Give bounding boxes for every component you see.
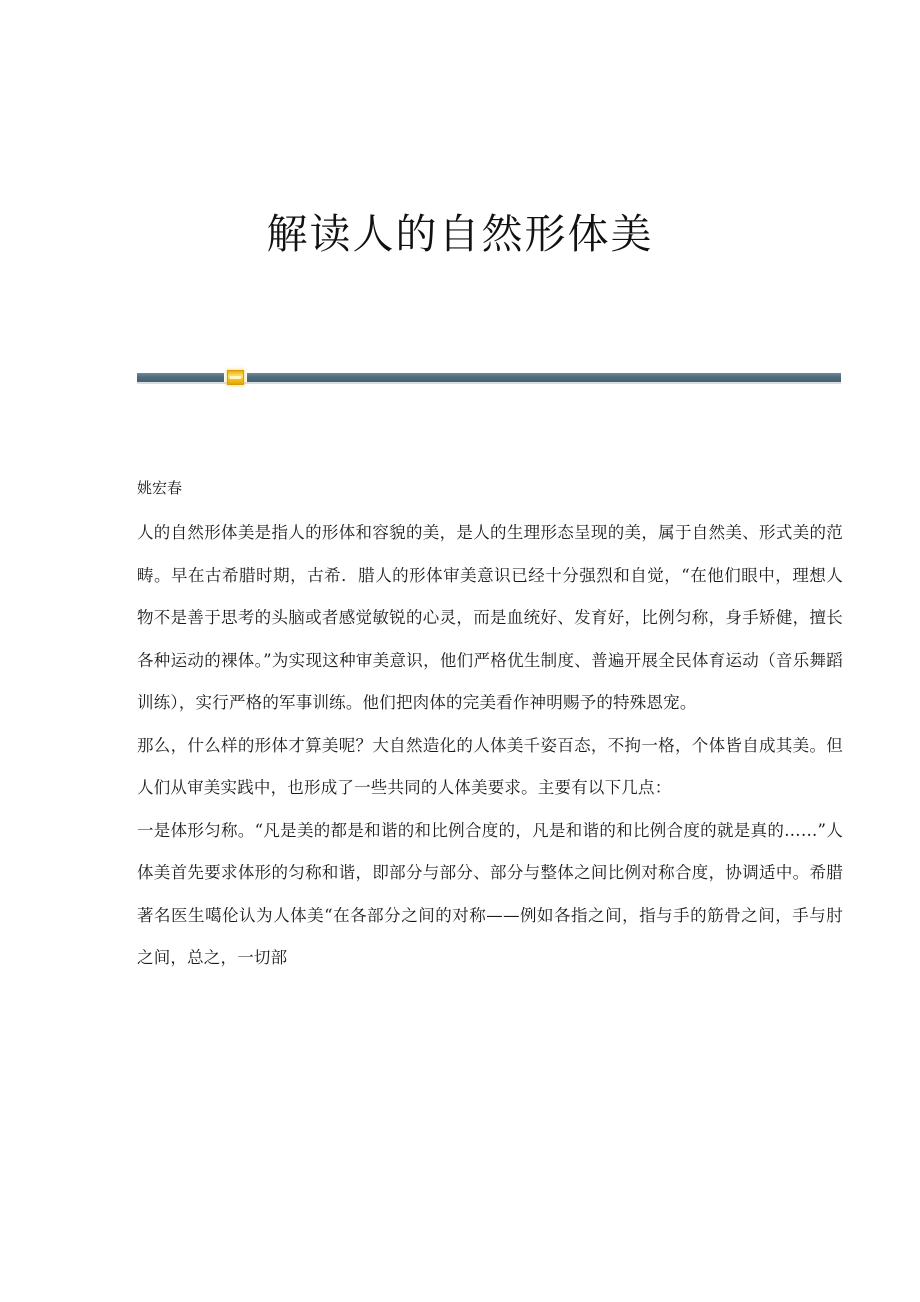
title-block [0,206,920,262]
gold-gem-ornament-icon [227,370,244,385]
divider-segment-left [137,373,224,382]
divider-segment-right [247,373,841,382]
paragraph: 人的自然形体美是指人的形体和容貌的美，是人的生理形态呈现的美，属于自然美、形式美的范畴。早在古希腊时期，古希．腊人的形体审美意识已经十分强烈和自觉，“在他们眼中，理想人物不是善于思考的头脑或者感觉敏锐的心灵，而是血统好、发育好，比例匀称，身手矫健，擅长各种运动的裸体。”为实现这种审美意识，他们严格优生制度、普遍开展全民体育运动（音乐舞蹈训练），实行严格的军事训练。他们把肉体的完美看作神明赐予的特殊恩宠。 [137,523,843,712]
paragraph: 那么，什么样的形体才算美呢？大自然造化的人体美千姿百态，不拘一格，个体皆自成其美。但人们从审美实践中，也形成了一些共同的人体美要求。主要有以下几点： [137,735,843,797]
decorative-divider [137,369,841,387]
author-byline: 姚宏春 [137,479,183,497]
page-title: 解读人的自然形体美 [266,210,654,258]
article-body [137,466,843,980]
paragraph: 一是体形匀称。“凡是美的都是和谐的和比例合度的，凡是和谐的和比例合度的就是真的……”人体美首先要求体形的匀称和谐，即部分与部分、部分与整体之间比例对称合度，协调适中。希腊著名医生噶伦认为人体美“在各部分之间的对称——例如各指之间，指与手的筋骨之间，手与肘之间，总之，一切部 [137,820,843,967]
